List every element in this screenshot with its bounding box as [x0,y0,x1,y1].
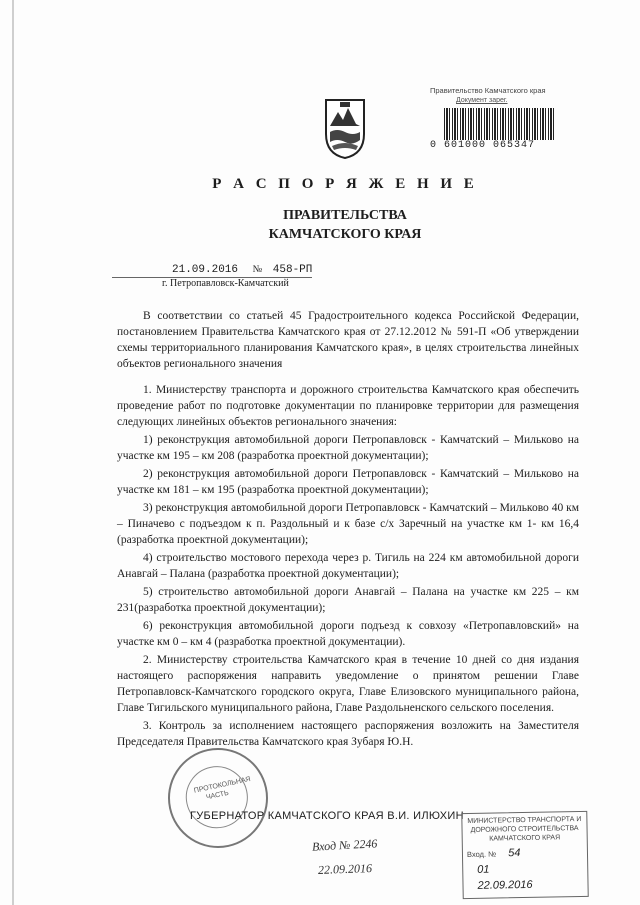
number-label: № [252,264,263,275]
list-item: 4) строительство мостового перехода через р. Тигиль на 224 км автомобильной дороги Анавгай – Палана (разработка проектной документации); [117,552,579,580]
document-date: 21.09.2016 [172,264,239,276]
issuer-line-2: КАМЧАТСКОГО КРАЯ [268,227,422,242]
city: г. Петропавловск-Камчатский [162,278,289,289]
list-item: 6) реконструкция автомобильной дороги подъезд к совхозу «Петропавловский» на участке км 0 – км 4 (разработка проектной документации). [117,620,579,648]
handwritten-entry-date: 22.09.2016 [317,861,373,877]
list-item: 2) реконструкция автомобильной дороги Петропавловск - Камчатский – Мильково на участке км 181 – км 195 (разработка проектной документации); [117,468,579,496]
date-number-line [172,264,312,276]
reg-stamp-header: МИНИСТЕРСТВО ТРАНСПОРТА И ДОРОЖНОГО СТРОИТЕЛЬСТВА КАМЧАТСКОГО КРАЯ [467,816,582,843]
reg-stamp-in-row [467,846,583,860]
reg-stamp-in-value: 54 [508,847,521,860]
registration-sticker [430,86,570,156]
sticker-org: Правительство Камчатского края [430,86,546,95]
document-type: Р А С П О Р Я Ж Е Н И Е [212,176,478,192]
barcode [444,108,554,140]
kamchatka-emblem-icon [322,96,368,160]
scan-edge [12,0,14,905]
reg-stamp-date-row [467,878,583,892]
paragraph-3: 3. Контроль за исполнением настоящего распоряжения возложить на Заместителя Председателя Правительства Камчатского края Зубаря Ю.Н. [117,720,579,748]
signature-line: ГУБЕРНАТОР КАМЧАТСКОГО КРАЯ В.И. ИЛЮХИН [190,810,464,822]
reg-stamp-date-value: 22.09.2016 [477,878,533,892]
document-number: 458-РП [272,264,313,276]
registration-stamp [461,811,588,899]
paragraph-1: 1. Министерству транспорта и дорожного строительства Камчатского края обеспечить проведение работ по подготовке документации по планировке территории для размещения следующих линейных объектов регионального значения: [117,384,579,428]
list-item: 5) строительство автомобильной дороги Анавгай – Палана на участке км 225 – км 231(разработка проектной документации); [117,586,579,614]
issuer-line-1: ПРАВИТЕЛЬСТВА [283,208,407,223]
handwritten-entry-number: Вход № 2246 [311,836,378,854]
sticker-sub: Документ зарег. [456,97,508,104]
list-item: 3) реконструкция автомобильной дороги Петропавловск - Камчатский – Мильково 40 км – Пиначево с подъездом к п. Раздольный и к базе с/х Заречный на участке км 1- км 16,4 (разработка проектной документации); [117,502,579,546]
reg-stamp-copies-row [467,862,583,876]
issuer [0,206,640,244]
reg-stamp-in-label: Вход. № [466,849,497,860]
preamble: В соответствии со статьей 45 Градостроительного кодекса Российской Федерации, постановлением Правительства Камчатского края от 27.12.2012 № 591-П «Об утверждении схемы территориального планирования Камчатского края», в целях строительства линейных объектов регионального значения [117,310,579,370]
seal-text: ПРОТОКОЛЬНАЯ ЧАСТЬ [193,775,252,802]
barcode-number: 0 601000 065347 [430,140,536,151]
round-seal [159,739,278,858]
reg-stamp-copies-value: 01 [477,863,490,876]
list-item: 1) реконструкция автомобильной дороги Петропавловск - Камчатский – Мильково на участке км 195 – км 208 (разработка проектной документации); [117,434,579,462]
document-body [117,308,579,752]
paragraph-2: 2. Министерству строительства Камчатского края в течение 10 дней со дня издания настоящего распоряжения направить уведомление о принятом решении Главе Петропавловск-Камчатского городского округа, Главе Елизовского муниципального района, Главе Тигильского муниципального района, Главе Раздольненского сельского поселения. [117,654,579,714]
